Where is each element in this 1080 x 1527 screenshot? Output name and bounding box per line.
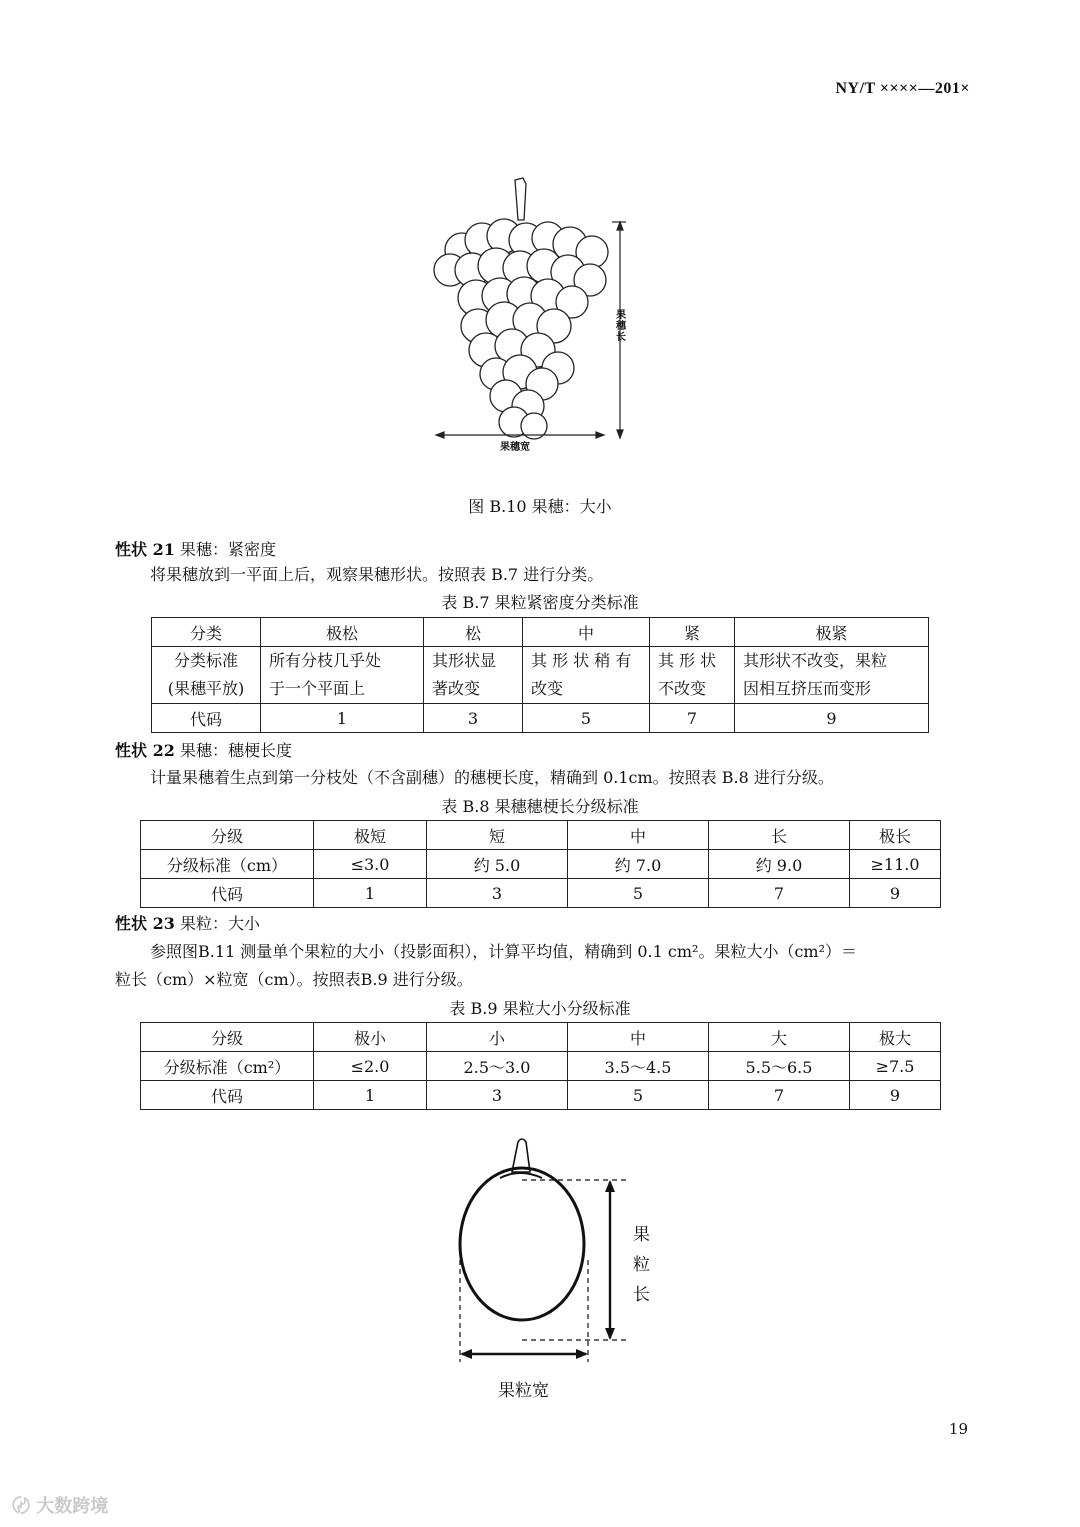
cell-line: 其 形 状 稍 有 (531, 651, 632, 670)
table-cell: ≥7.5 (850, 1052, 941, 1081)
table-b9-caption: 表 B.9 果粒大小分级标准 (449, 999, 631, 1018)
watermark-text: 大数跨境 (36, 1496, 109, 1517)
trait-22-heading (115, 738, 292, 761)
berry-figure (440, 1130, 640, 1380)
table-cell: 代码 (141, 1081, 314, 1110)
cell-line: 改变 (531, 679, 564, 698)
criteria-label: 分类标准 (173, 651, 238, 670)
table-row (141, 1081, 941, 1110)
trait-22-description: 计量果穗着生点到第一分枝处（不含副穗）的穗梗长度，精确到 0.1cm。按照表 B.8 进行分级。 (150, 768, 834, 787)
table-cell: 极长 (850, 821, 941, 850)
berry-width-label: 果粒宽 (498, 1381, 549, 1401)
table-cell: 分级 (141, 821, 314, 850)
table-cell: 极短 (314, 821, 427, 850)
table-row (152, 704, 929, 733)
table-cell (424, 647, 523, 704)
table-cell: 短 (427, 821, 568, 850)
table-cell: 9 (850, 1081, 941, 1110)
table-cell: 3.5～4.5 (568, 1052, 709, 1081)
page-number: 19 (948, 1420, 968, 1438)
watermark (12, 1492, 108, 1518)
trait-21-description: 将果穗放到一平面上后，观察果穗形状。按照表 B.7 进行分类。 (150, 565, 604, 584)
cell-line: 不改变 (658, 679, 707, 698)
table-cell: 5.5～6.5 (709, 1052, 850, 1081)
table-cell: 中 (568, 821, 709, 850)
table-row (152, 618, 929, 647)
table-cell: 小 (427, 1023, 568, 1052)
table-cell: 约 9.0 (709, 850, 850, 879)
table-cell (152, 647, 261, 704)
table-cell: 2.5～3.0 (427, 1052, 568, 1081)
cell-line: 因相互挤压而变形 (743, 679, 872, 698)
table-b9 (140, 1022, 941, 1110)
cell-line: 其形状显 (432, 651, 497, 670)
table-cell: 极小 (314, 1023, 427, 1052)
trait-21-heading (115, 537, 276, 560)
table-row (141, 821, 941, 850)
cell-line: 所有分枝几乎处 (269, 651, 382, 670)
table-cell: ≥11.0 (850, 850, 941, 879)
berry-length-char: 果 (633, 1225, 650, 1245)
table-cell: 5 (568, 1081, 709, 1110)
table-cell: 1 (314, 1081, 427, 1110)
table-cell: 约 5.0 (427, 850, 568, 879)
table-row (141, 879, 941, 908)
cell-line: 于一个平面上 (269, 679, 366, 698)
table-cell: 分级标准（cm） (141, 850, 314, 879)
table-cell: 中 (568, 1023, 709, 1052)
berry-length-char: 长 (633, 1285, 650, 1305)
table-cell: 7 (650, 704, 735, 733)
watermark-logo-icon: 〄 (12, 1496, 30, 1517)
table-cell: 中 (523, 618, 650, 647)
cluster-width-label: 果穗宽 (500, 442, 530, 453)
table-row (141, 1052, 941, 1081)
table-cell: 代码 (141, 879, 314, 908)
trait-21-title: 果穗：紧密度 (179, 540, 276, 559)
table-cell: 7 (709, 879, 850, 908)
table-cell: 极紧 (735, 618, 929, 647)
table-cell: ≤2.0 (314, 1052, 427, 1081)
criteria-label-sub: (果穗平放) (167, 679, 245, 698)
table-cell: 分类 (152, 618, 261, 647)
trait-22-number: 性状 22 (115, 741, 175, 760)
trait-23-number: 性状 23 (115, 914, 175, 933)
table-cell: 3 (424, 704, 523, 733)
trait-23-description-line1: 参照图B.11 测量单个果粒的大小（投影面积），计算平均值，精确到 0.1 cm²。果粒大小（cm²）＝ (150, 942, 858, 961)
table-cell: 7 (709, 1081, 850, 1110)
cell-line: 其 形 状 (658, 651, 717, 670)
table-cell: 5 (568, 879, 709, 908)
table-cell: 3 (427, 879, 568, 908)
cell-line: 其形状不改变，果粒 (743, 651, 888, 670)
table-cell (650, 647, 735, 704)
table-cell: 约 7.0 (568, 850, 709, 879)
table-cell: 分级 (141, 1023, 314, 1052)
table-cell: 3 (427, 1081, 568, 1110)
table-b7-caption: 表 B.7 果粒紧密度分类标准 (441, 593, 639, 612)
trait-21-number: 性状 21 (115, 540, 175, 559)
grape-cluster-figure (420, 170, 640, 460)
table-cell: 松 (424, 618, 523, 647)
table-b7 (151, 617, 929, 733)
table-row (152, 647, 929, 704)
trait-23-title: 果粒：大小 (179, 914, 260, 933)
table-b8 (140, 820, 941, 908)
figure-b10-caption: 图 B.10 果穗：大小 (468, 497, 612, 516)
table-cell: 代码 (152, 704, 261, 733)
table-cell (735, 647, 929, 704)
trait-23-description-line2: 粒长（cm）×粒宽（cm）。按照表B.9 进行分级。 (115, 970, 473, 989)
table-cell: 长 (709, 821, 850, 850)
table-cell: 极松 (261, 618, 424, 647)
table-row (141, 1023, 941, 1052)
table-cell: 9 (735, 704, 929, 733)
table-cell: 大 (709, 1023, 850, 1052)
table-cell: ≤3.0 (314, 850, 427, 879)
table-cell: 极大 (850, 1023, 941, 1052)
berry-length-label (633, 1220, 653, 1310)
table-cell: 分级标准（cm²） (141, 1052, 314, 1081)
table-cell: 1 (261, 704, 424, 733)
standard-code: NY/T ××××—201× (835, 80, 970, 97)
table-cell: 紧 (650, 618, 735, 647)
table-cell: 1 (314, 879, 427, 908)
table-cell (261, 647, 424, 704)
trait-23-heading (115, 911, 260, 934)
cluster-length-label: 果穗长 (616, 310, 626, 343)
berry-length-char: 粒 (633, 1255, 650, 1275)
table-cell: 5 (523, 704, 650, 733)
table-cell (523, 647, 650, 704)
cell-line: 著改变 (432, 679, 481, 698)
table-b8-caption: 表 B.8 果穗穗梗长分级标准 (441, 797, 639, 816)
trait-22-title: 果穗：穗梗长度 (179, 741, 292, 760)
table-cell: 9 (850, 879, 941, 908)
table-row (141, 850, 941, 879)
